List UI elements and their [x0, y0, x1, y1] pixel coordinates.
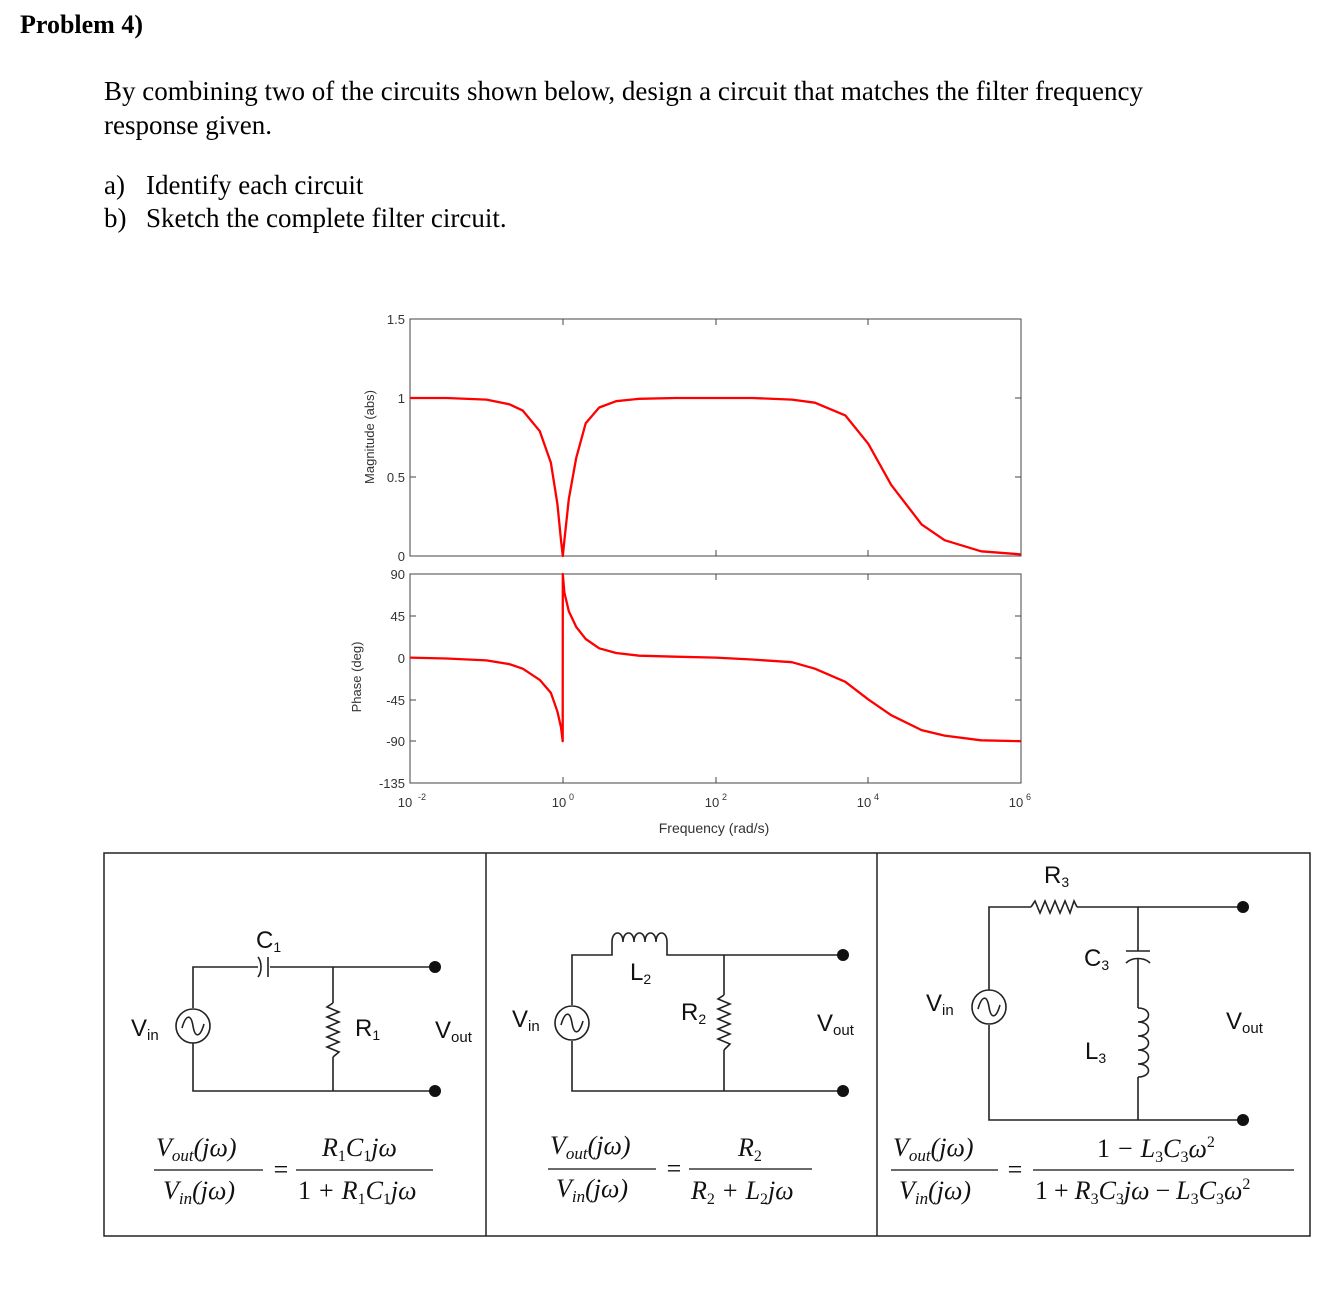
c3-res-label: R3 [1044, 862, 1070, 890]
c3-terminal-top [1237, 901, 1249, 913]
magnitude-plot [362, 312, 1021, 564]
svg-text:1+R1C1jω: 1 + R1C1jω [298, 1176, 417, 1208]
c1-terminal-bottom [429, 1085, 441, 1097]
phase-series-line [410, 574, 1021, 741]
c3-vout-label: Vout [1226, 1008, 1263, 1037]
x-tick-label-1e4 [857, 792, 879, 810]
c3-vin-label: Vin [926, 990, 954, 1019]
c1-vin-label: Vin [131, 1015, 159, 1044]
svg-text:Vout(jω): Vout(jω) [550, 1131, 631, 1163]
c2-source-symbol [555, 1006, 589, 1040]
c3-formula [891, 1133, 1294, 1208]
svg-text:=: = [273, 1155, 289, 1184]
svg-text:4: 4 [874, 792, 880, 802]
c3-terminal-bottom [1237, 1114, 1249, 1126]
c2-terminal-bottom [837, 1085, 849, 1097]
magnitude-xticks [563, 319, 868, 556]
mag-tick-label-0: 0 [397, 549, 405, 564]
c2-inductor-symbol [612, 933, 667, 942]
svg-text:10: 10 [551, 795, 567, 810]
phase-tick-label-45: 45 [390, 609, 405, 624]
svg-text:R2: R2 [738, 1133, 762, 1165]
svg-text:2: 2 [722, 792, 728, 802]
c3-source-symbol [972, 990, 1006, 1024]
phase-axes-box [410, 574, 1021, 783]
svg-text:10: 10 [397, 795, 413, 810]
c2-wires [572, 942, 843, 1091]
frequency-xlabel: Frequency (rad/s) [658, 820, 770, 836]
svg-text:1−L3C3ω2: $1 - L3C3\omega^2$ [1097, 1134, 1215, 1166]
svg-text:=: = [666, 1154, 682, 1183]
c1-source-symbol [176, 1009, 210, 1043]
svg-text:Vin(jω): Vin(jω) [899, 1176, 972, 1208]
svg-text:0: 0 [569, 792, 575, 802]
phase-tick-label-neg135: -135 [378, 776, 405, 791]
problem-title: Problem 4) [20, 10, 143, 39]
phase-tick-label-neg45: -45 [386, 693, 405, 708]
svg-text:6: 6 [1026, 792, 1032, 802]
c1-resistor-symbol [327, 1003, 339, 1057]
svg-text:1+R3C3jω−L3C3ω2: $1 + R3C3j\omega - L3C3\omega^2$ [1035, 1176, 1251, 1208]
c3-inductor-symbol [1138, 1008, 1149, 1077]
svg-text:10: 10 [856, 795, 872, 810]
svg-text:R1C1jω: R1C1jω [322, 1133, 397, 1165]
c1-wires [193, 967, 435, 1091]
phase-xticks [563, 574, 868, 783]
c3-resistor-symbol [1031, 901, 1077, 913]
task-a-text: Identify each circuit [146, 170, 364, 200]
mag-tick-label-1: 1 [397, 391, 405, 406]
c1-formula [154, 1133, 433, 1208]
svg-text:=: = [1007, 1155, 1023, 1184]
c3-ind-label: L3 [1085, 1038, 1107, 1066]
x-tick-label-1e2 [705, 792, 727, 810]
svg-text:-2: -2 [418, 792, 427, 802]
svg-text:Vin(jω): Vin(jω) [163, 1176, 236, 1208]
phase-tick-label-90: 90 [390, 567, 405, 582]
c2-resistor-symbol [718, 995, 730, 1050]
x-tick-label-1e0 [552, 792, 574, 810]
c2-formula [548, 1131, 812, 1208]
c2-terminal-top [837, 949, 849, 961]
circuit-1-highpass [176, 957, 441, 1097]
c1-capacitor-symbol [258, 957, 268, 977]
magnitude-axes-box [410, 319, 1021, 556]
svg-text:10: 10 [704, 795, 720, 810]
task-b-text: Sketch the complete filter circuit. [146, 203, 507, 233]
x-tick-label-1e-2 [398, 792, 426, 810]
svg-text:10: 10 [1008, 795, 1024, 810]
x-tick-label-1e6 [1009, 792, 1031, 810]
c1-res-label: R1 [355, 1015, 381, 1043]
svg-text:Vout(jω): Vout(jω) [156, 1133, 237, 1165]
c3-wires [989, 907, 1243, 1120]
problem-intro: By combining two of the circuits shown below, design a circuit that matches the filter frequency response given. [104, 76, 1143, 140]
task-b-letter: b) [104, 203, 127, 233]
svg-text:Vin(jω): Vin(jω) [556, 1174, 629, 1206]
magnitude-series-line [410, 398, 1021, 556]
c2-vin-label: Vin [512, 1006, 540, 1035]
phase-tick-label-neg90: -90 [386, 734, 405, 749]
mag-tick-label-0.5: 0.5 [386, 470, 405, 485]
svg-text:R2+L2jω: R2 + L2jω [691, 1176, 794, 1208]
phase-ylabel: Phase (deg) [349, 641, 364, 713]
circuit-3-notch [972, 901, 1249, 1126]
task-a-letter: a) [104, 170, 125, 200]
c1-cap-label: C1 [256, 927, 282, 955]
phase-yticks [410, 616, 1021, 741]
phase-plot [349, 567, 1031, 836]
c2-res-label: R2 [681, 999, 707, 1027]
c3-cap-label: C3 [1084, 945, 1110, 973]
phase-tick-label-0: 0 [397, 651, 405, 666]
svg-text:Vout(jω): Vout(jω) [893, 1133, 974, 1165]
magnitude-ylabel: Magnitude (abs) [362, 390, 377, 484]
c2-vout-label: Vout [817, 1010, 854, 1039]
c2-ind-label: L2 [630, 959, 652, 987]
mag-tick-label-1.5: 1.5 [386, 312, 405, 327]
c1-terminal-top [429, 961, 441, 973]
c1-vout-label: Vout [435, 1017, 472, 1046]
